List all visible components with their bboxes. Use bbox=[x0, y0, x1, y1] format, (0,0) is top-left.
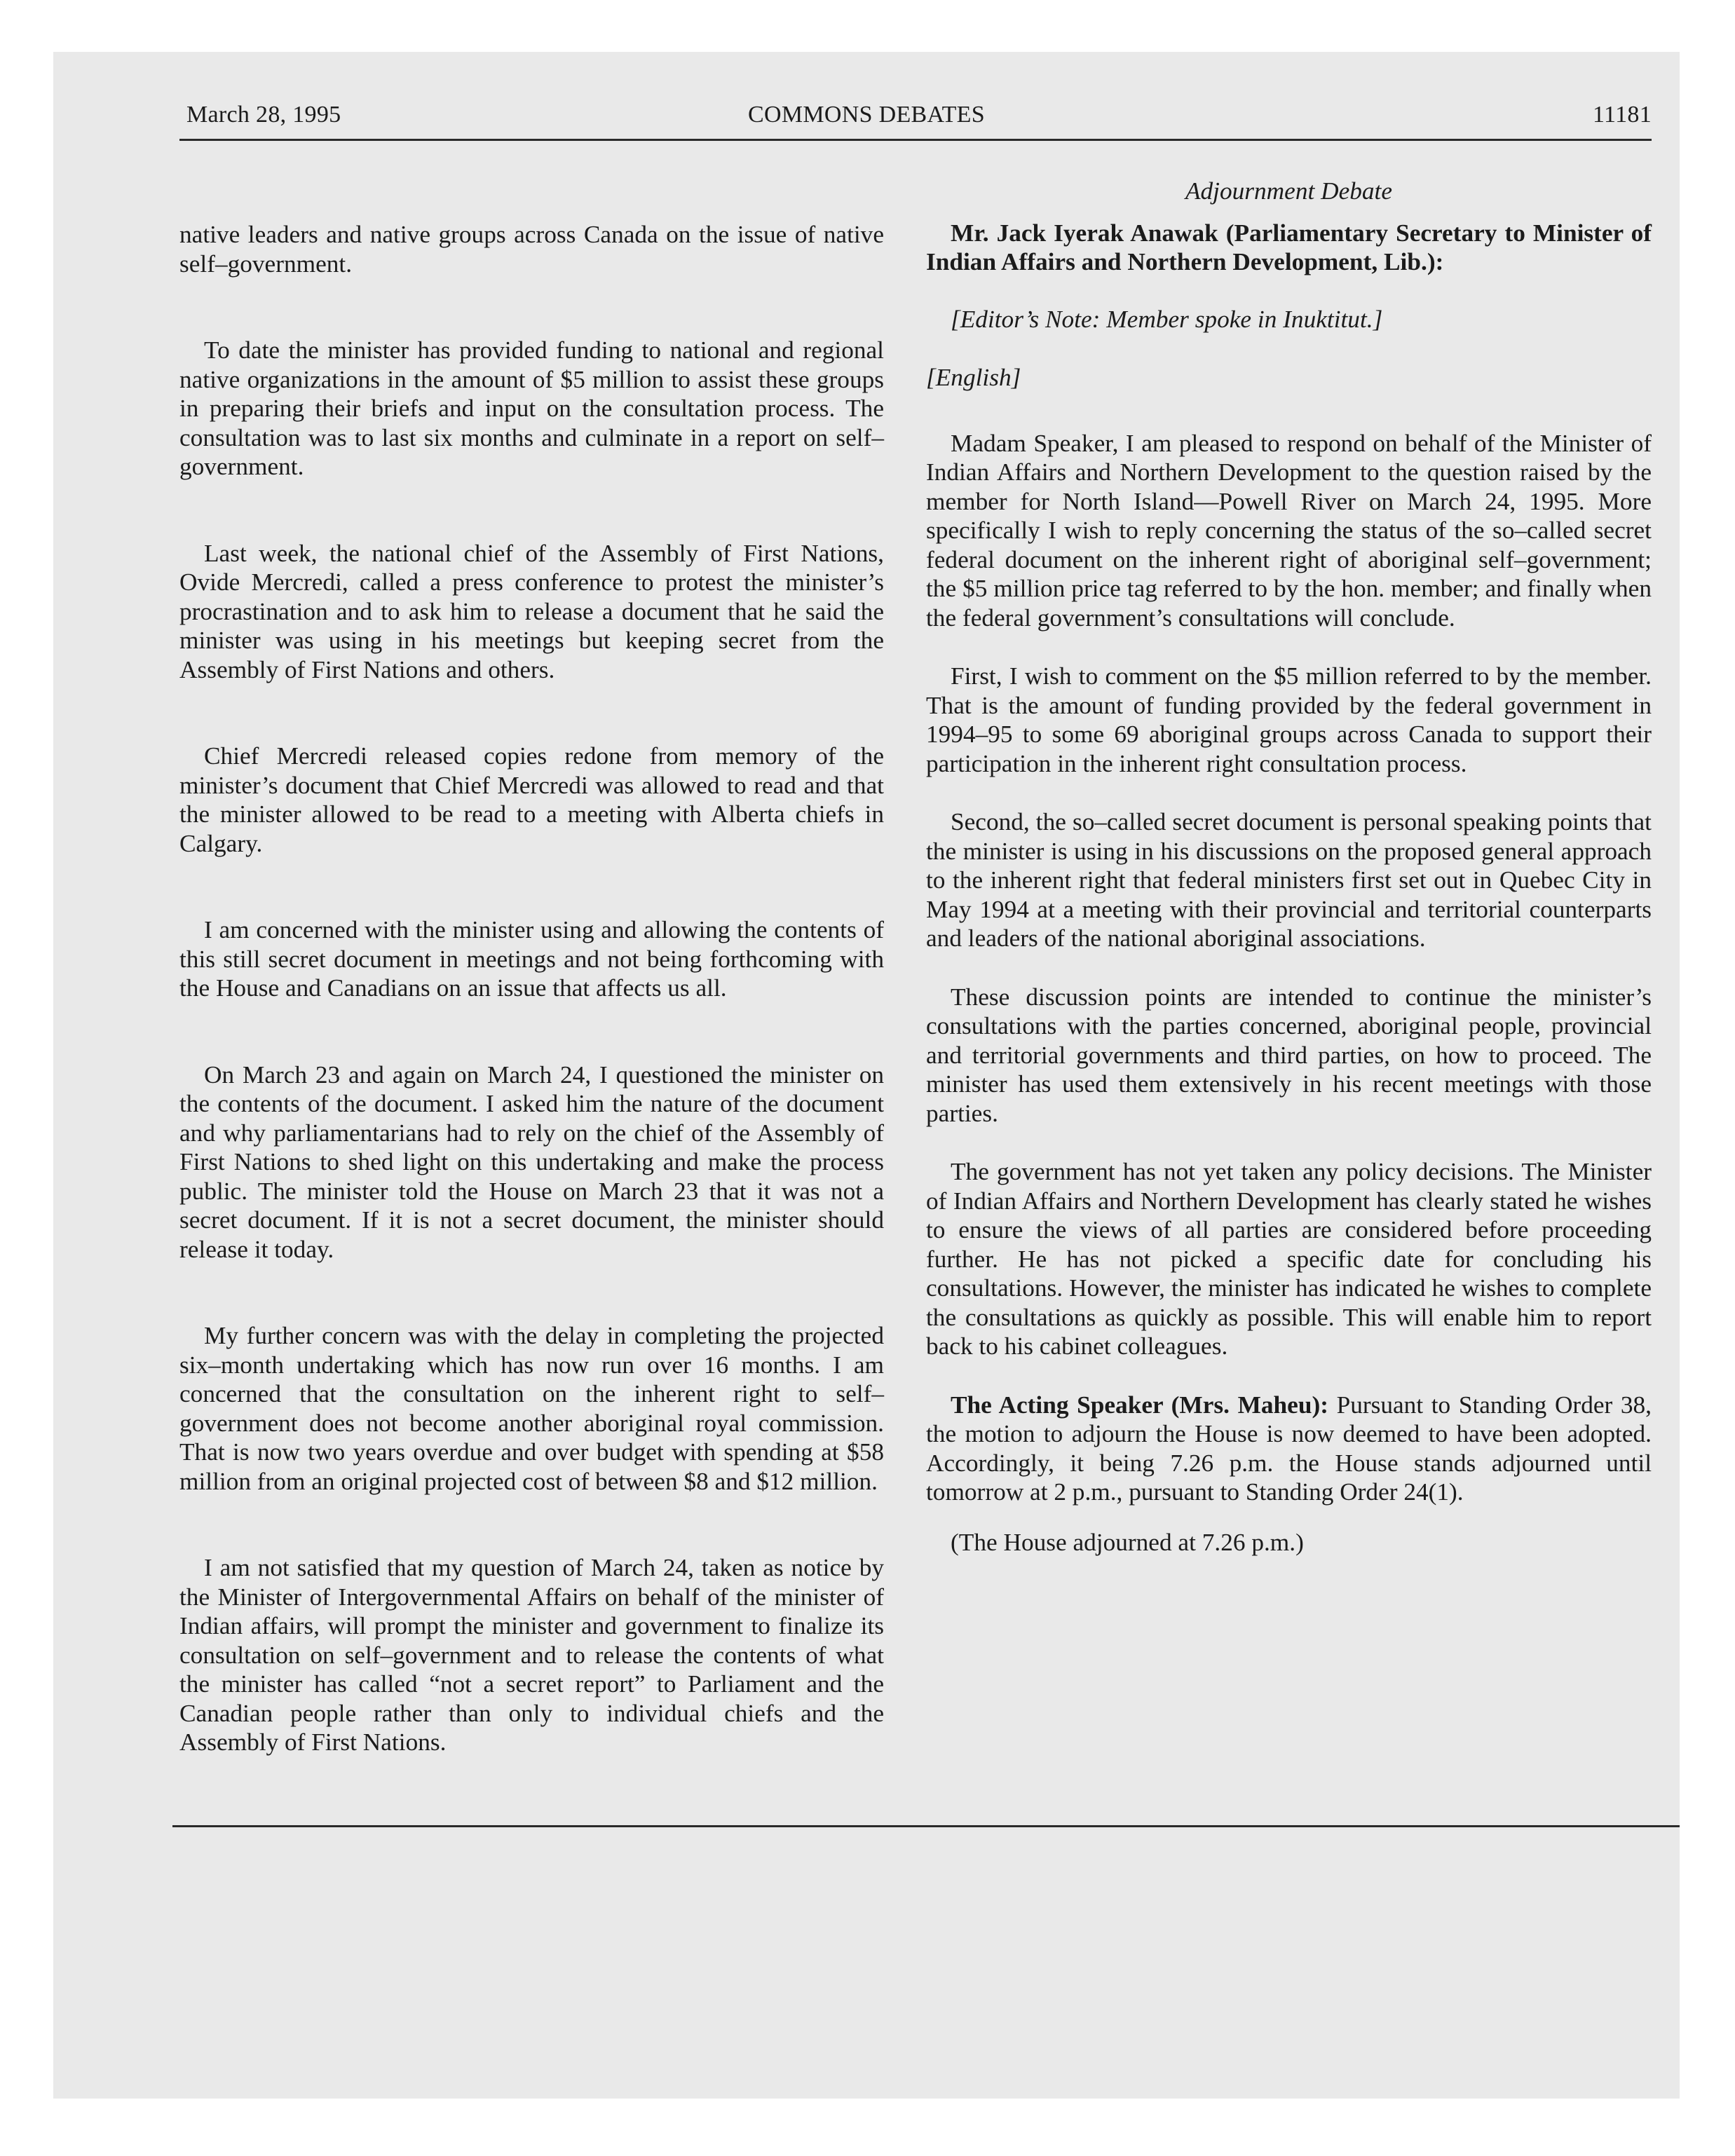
left-paragraph: To date the minister has provided funding to national and regional native organizations in the amount of $5 million to assist these groups in preparing their briefs and input on the consultation process. The consultation was to last six months and culminate in a report on self–government. bbox=[179, 336, 884, 480]
header-page-number: 11181 bbox=[1593, 102, 1652, 128]
right-paragraph: The government has not yet taken any policy decisions. The Minister of Indian Affairs and Northern Development has clearly stated he wishes to ensure the views of all parties are considered before proceeding further. He has not picked a specific date for concluding his consultations. However, the minister has indicated he wishes to complete the consultations as quickly as possible. This will enable him to report back to his cabinet colleagues. bbox=[926, 1158, 1652, 1360]
left-paragraph: My further concern was with the delay in completing the projected six–month undertaking which has now run over 16 months. I am concerned that the consultation on the inherent right to self–government does not become another aboriginal royal commission. That is now two years overdue and over budget with spending at $58 million from an original projected cost of between $8 and $12 million. bbox=[179, 1322, 884, 1495]
language-marker: [English] bbox=[926, 364, 1021, 391]
speaker-heading: Mr. Jack Iyerak Anawak (Parliamentary Secretary to Minister of Indian Affairs and Northern Development, Lib.): bbox=[926, 219, 1652, 275]
closing-statement bbox=[926, 1391, 1652, 1507]
document-page bbox=[53, 52, 1680, 2099]
right-paragraph: These discussion points are intended to continue the minister’s consultations with the parties concerned, aboriginal people, provincial and territorial governments and third parties, on how to proceed. The minister has used them extensively in his recent meetings with those parties. bbox=[926, 983, 1652, 1127]
header-date: March 28, 1995 bbox=[186, 102, 341, 128]
footer-rule bbox=[172, 1825, 1680, 1827]
closing-text: Pursuant to Standing Order 38, the motion to adjourn the House is now deemed to have been adopted. Accordingly, it being 7.26 p.m. the House stands adjourned until tomorrow at 2 p.m., pursuant to Standing Order 24(1). bbox=[926, 1391, 1652, 1506]
right-paragraph: Second, the so–called secret document is personal speaking points that the minister is using in his discussions on the proposed general approach to the inherent right that federal ministers first set out in Quebec City in May 1994 at a meeting with their provincial and territorial counterparts and leaders of the national aboriginal associations. bbox=[926, 808, 1652, 952]
left-paragraph: On March 23 and again on March 24, I questioned the minister on the contents of the document. I asked him the nature of the document and why parliamentarians had to rely on the chief of the Assembly of First Nations to shed light on this undertaking and make the process public. The minister told the House on March 23 that it was not a secret document. If it is not a secret document, the minister should release it today. bbox=[179, 1060, 884, 1263]
left-column bbox=[179, 220, 884, 1815]
left-paragraph: I am concerned with the minister using and allowing the contents of this still secret document in meetings and not being forthcoming with the House and Canadians on an issue that affects us all. bbox=[179, 916, 884, 1002]
adjourned-note: (The House adjourned at 7.26 p.m.) bbox=[951, 1528, 1304, 1556]
left-paragraph: native leaders and native groups across Canada on the issue of native self–government. bbox=[179, 221, 884, 278]
closing-speaker: The Acting Speaker (Mrs. Maheu): bbox=[951, 1391, 1328, 1419]
left-paragraph: Chief Mercredi released copies redone from memory of the minister’s document that Chief Mercredi was allowed to read and that the minister allowed to be read to a meeting with Alberta chiefs in Calgary. bbox=[179, 742, 884, 857]
header-title: COMMONS DEBATES bbox=[748, 102, 985, 128]
editors-note: [Editor’s Note: Member spoke in Inuktitut.] bbox=[951, 305, 1383, 333]
left-paragraph: Last week, the national chief of the Assembly of First Nations, Ovide Mercredi, called a press conference to protest the minister’s procrastination and to ask him to release a document that he said the minister was using in his meetings but keeping secret from the Assembly of First Nations and others. bbox=[179, 539, 884, 683]
left-paragraph: I am not satisfied that my question of March 24, taken as notice by the Minister of Intergovernmental Affairs on behalf of the minister of Indian affairs, will prompt the minister and government to finalize its consultation on self–government and to release the contents of what the minister has called “not a secret report” to Parliament and the Canadian people rather than only to individual chiefs and the Assembly of First Nations. bbox=[179, 1554, 884, 1756]
right-paragraph: Madam Speaker, I am pleased to respond on behalf of the Minister of Indian Affairs and Northern Development to the question raised by the member for North Island—Powell River on March 24, 1995. More specifically I wish to reply concerning the status of the so–called secret federal document on the inherent right of aboriginal self–government; the $5 million price tag referred to by the hon. member; and finally when the federal government’s consultations will conclude. bbox=[926, 429, 1652, 632]
section-title: Adjournment Debate bbox=[1185, 177, 1393, 205]
right-paragraph: First, I wish to comment on the $5 million referred to by the member. That is the amount of funding provided by the federal government in 1994–95 to some 69 aboriginal groups across Canada to support their participation in the inherent right consultation process. bbox=[926, 662, 1652, 777]
right-column bbox=[926, 177, 1652, 1557]
header-rule bbox=[179, 139, 1652, 141]
